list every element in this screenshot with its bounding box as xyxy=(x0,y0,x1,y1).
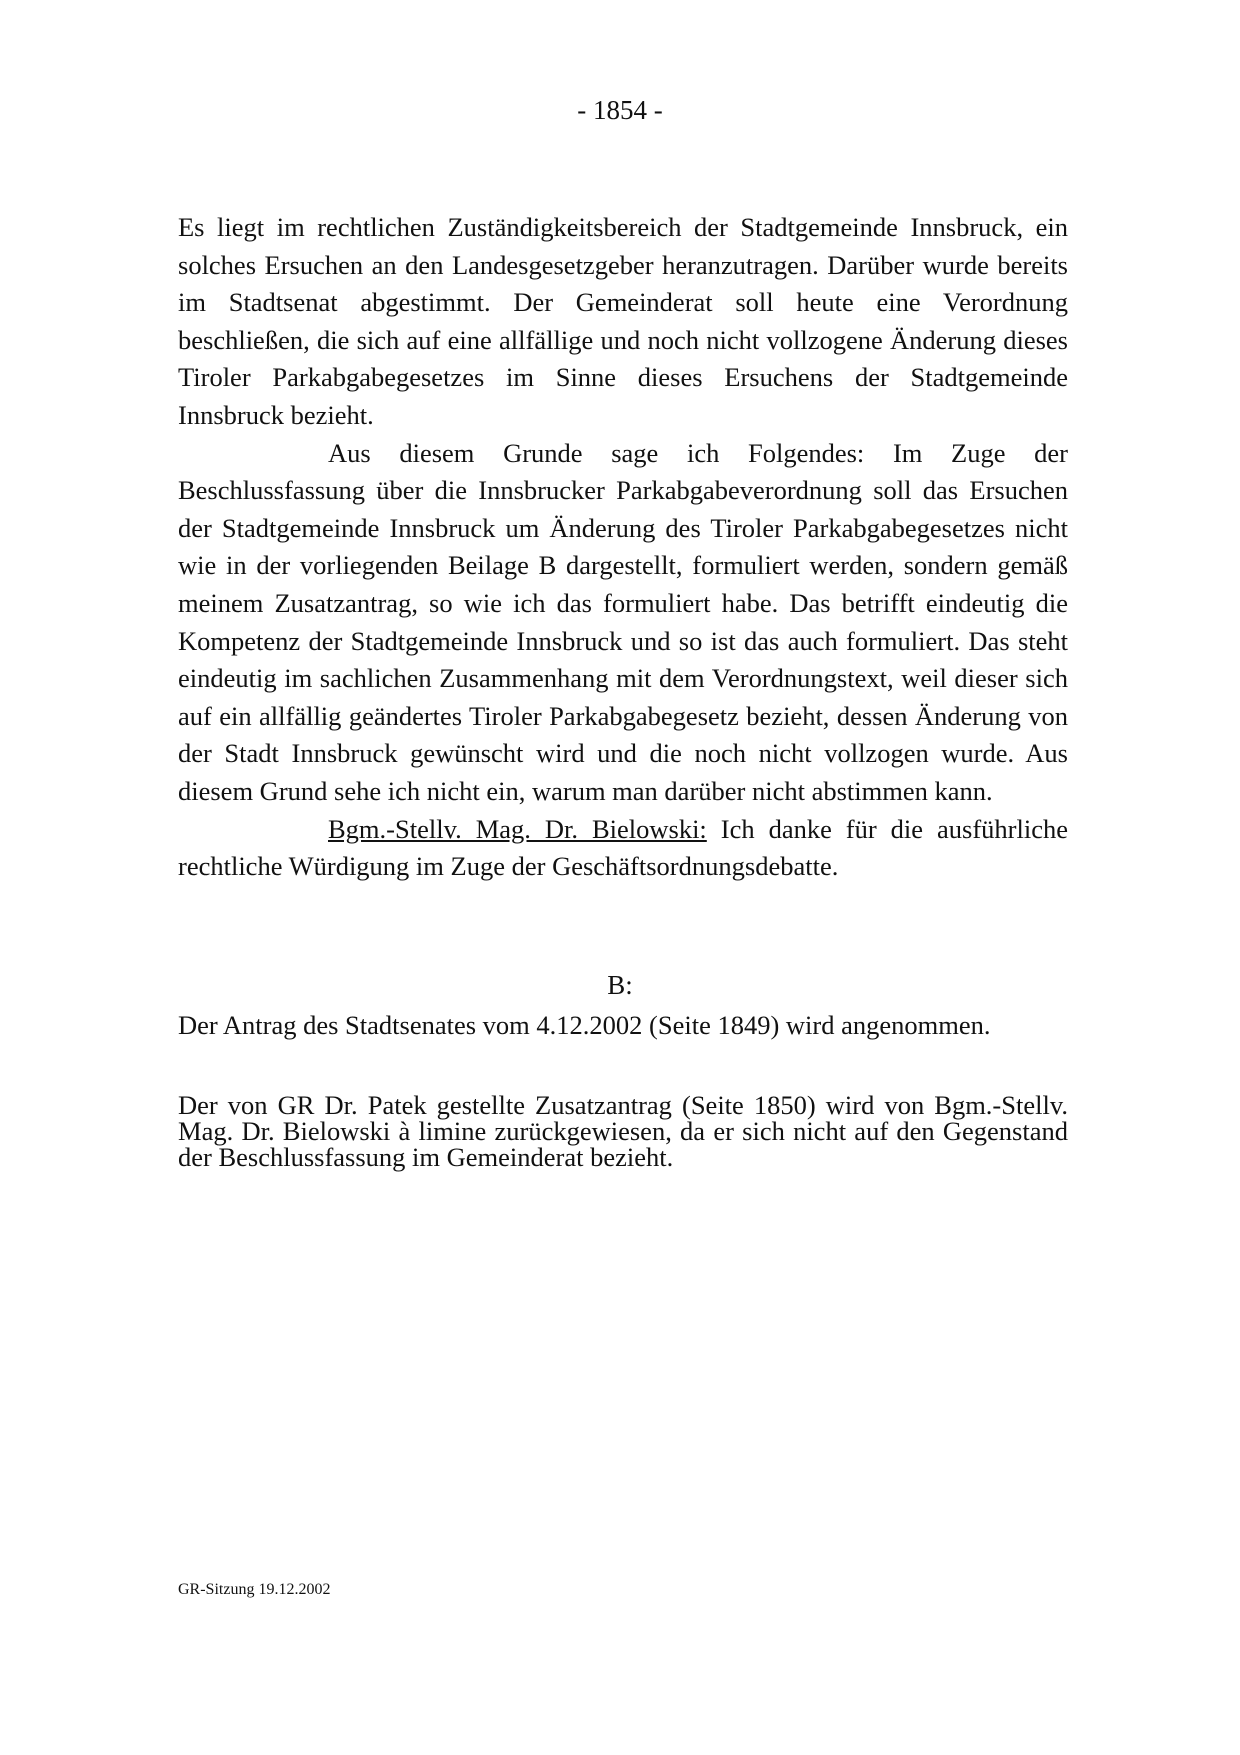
resolution-2: Der von GR Dr. Patek gestellte Zusatzantrag (Seite 1850) wird von Bgm.-Stellv. Mag. Dr. Bielowski à limine zurückgewiesen, da er sich nicht auf den Gegenstand der Beschlussfassung im Gemeinderat bezieht. xyxy=(178,1090,1068,1172)
paragraph-2: Aus diesem Grunde sage ich Folgendes: Im Zuge der Beschlussfassung über die Innsbrucker Parkabgabeverordnung soll das Ersuchen der Stadtgemeinde Innsbruck um Änderung des Tiroler Parkabgabegesetzes nicht wie in der vorliegenden Beilage B dargestellt, formuliert werden, sondern gemäß meinem Zusatzantrag, so wie ich das formuliert habe. Das betrifft eindeutig die Kompetenz der Stadtgemeinde Innsbruck und so ist das auch formuliert. Das steht eindeutig im sachlichen Zusammenhang mit dem Verordnungstext, weil dieser sich auf ein allfällig geändertes Tiroler Parkabgabegesetz bezieht, dessen Änderung von der Stadt Innsbruck gewünscht wird und die noch nicht vollzogen wurde. Aus diesem Grund sehe ich nicht ein, warum man darüber nicht abstimmen kann. xyxy=(178,437,1068,806)
footer: GR-Sitzung 19.12.2002 xyxy=(178,1581,331,1598)
page-number: - 1854 - xyxy=(577,95,663,125)
paragraph-3 xyxy=(178,811,1068,886)
speaker-name: Bgm.-Stellv. Mag. Dr. Bielowski: xyxy=(328,813,707,844)
body-text xyxy=(178,209,1068,886)
speaker-statement: Ich danke für die ausführliche rechtliche Würdigung im Zuge der Geschäftsordnungsdebatte. xyxy=(178,813,1068,882)
resolution-1: Der Antrag des Stadtsenates vom 4.12.2002 (Seite 1849) wird angenommen. xyxy=(178,1010,991,1040)
section-label: B: xyxy=(607,970,633,1000)
paragraph-1: Es liegt im rechtlichen Zuständigkeitsbereich der Stadtgemeinde Innsbruck, ein solches Ersuchen an den Landesgesetzgeber heranzutragen. Darüber wurde bereits im Stadtsenat abgestimmt. Der Gemeinderat soll heute eine Verordnung beschließen, die sich auf eine allfällige und noch nicht vollzogene Änderung dieses Tiroler Parkabgabegesetzes im Sinne dieses Ersuchens der Stadtgemeinde Innsbruck bezieht. xyxy=(178,212,1068,430)
